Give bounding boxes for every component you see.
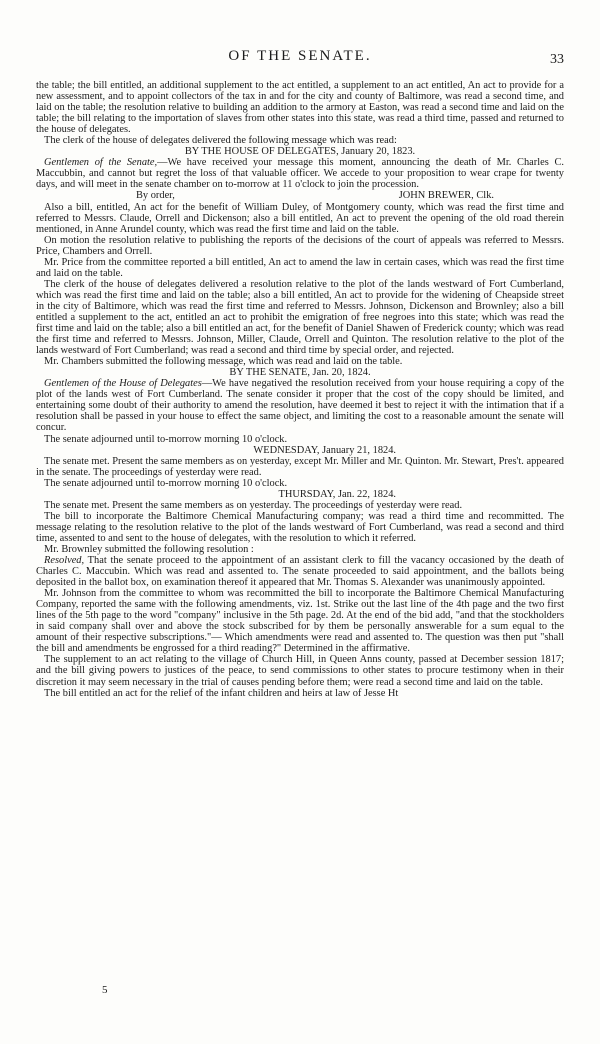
paragraph: On motion the resolution relative to publishing the reports of the decisions of the court of appeals was referred to Messrs. Price, Chambers and Orrell. [36,234,564,257]
paragraph: Also a bill, entitled, An act for the benefit of William Duley, of Montgomery county, which was read the first time and referred to Messrs. Claude, Orrell and Dickenson; also a bill entitled, An act to prevent the opening of the old road therein mentioned, in Anne Arundel county, which was read the first time and laid on the table. [36,201,564,235]
message-heading: BY THE SENATE, Jan. 20, 1824. [229,367,371,379]
paragraph: The clerk of the house of delegates delivered the following message which was read: [44,135,397,147]
signature-mark: 5 [102,984,108,996]
paragraph: Mr. Johnson from the committee to whom was recommitted the bill to incorporate the Baltimore Chemical Manufacturing Company, reported the same with the following amendments, viz. 1st. Strike out the last line of the 4th page and the two first lines of the 5th page to the word "company" inclusive in the 5th page. 2d. At the end of the bid add, "and that the stockholders in said company shall over and above the stock subscribed for by them be personally answerable for a sum equal to the amount of their respective subscriptions."— Which amendments were read and assented to. The question was then put "shall the bill and amendments be engrossed for a third reading?" Determined in the affirmative. [36,588,564,655]
clerk-signature: JOHN BREWER, Clk. [398,190,494,202]
page-number: 33 [550,52,564,67]
paragraph: The senate met. Present the same members as on yesterday, except Mr. Miller and Mr. Quinton. Mr. Stewart, Pres't. appeared in the senate. The proceedings of yesterday were read. [36,455,564,478]
paragraph: The bill to incorporate the Baltimore Chemical Manufacturing company; was read a third time and recommitted. The message relating to the resolution relative to the plot of the lands westward of Fort Cumberland, was read a second and third time, assented to and sent to the house of delegates, with the resolution to which it referred. [36,510,564,544]
paragraph: The bill entitled an act for the relief of the infant children and heirs at law of Jesse Ht [44,687,399,699]
resolution-text: Resolved, That the senate proceed to the appointment of an assistant clerk to fill the vacancy occasioned by the death of Charles C. Maccubin. Which was read and assented to. The senate proceeded to said appointment, and the ballots being deposited in the ballot box, on examination thereof it appeared that Mr. Thomas S. Alexander was unanimously appointed. [36,555,564,589]
paragraph: The clerk of the house of delegates delivered a resolution relative to the plot of the lands westward of Fort Cumberland, which was read the first time and laid on the table; also a bill entitled, An act to provide for the widening of Cheapside street in the city of Baltimore, which was read the first time and referred to Messrs. Johnson, Dickenson and Brownley; also a bill entitled a supplement to the act, entitled an act to prohibit the emigration of free negroes into this state; which was read the first time and laid on the table; also a bill entitled an act, for the benefit of Daniel Shawen of Frederick county; which was read the first time and referred to Messrs. Johnson, Miller, Claude, Orrell and Quinton. The resolution relative to the plot of the lands westward of Fort Cumberland; was read a second and third time by special order, and rejected. [36,278,564,357]
message-text: Gentlemen of the Senate,—We have received your message this moment, announcing the death of Mr. Charles C. Maccubbin, and cannot but regret the loss of that valuable officer. We accede to your proposition to wear crape for twenty days, and will meet in the senate chamber on to-morrow at 11 o'clock to join the procession. [36,157,564,191]
paragraph: Mr. Brownley submitted the following resolution : [44,543,254,555]
message-text: Gentlemen of the House of Delegates—We have negatived the resolution received from your house requiring a copy of the plot of the lands west of Fort Cumberland. The senate consider it proper that the cost of the copy should be limited, and entertaining some doubt of their authority to amend the resolution, have deemed it best to reject it with the intimation that if a resolution shall be passed in your house to effect the same object, and limiting the cost to a reasonable amount the senate will concur. [36,378,564,434]
running-head: OF THE SENATE. [228,48,372,64]
paragraph: The senate adjourned until to-morrow morning 10 o'clock. [44,477,288,489]
signature-line [36,190,564,201]
date-heading: THURSDAY, Jan. 22, 1824. [278,488,396,500]
italic-lead: Gentlemen of the Senate, [44,157,158,169]
italic-lead: Resolved, [44,555,85,567]
page-body [36,80,564,699]
date-heading: WEDNESDAY, January 21, 1824. [253,444,396,456]
paragraph: the table; the bill entitled, an additional supplement to the act entitled, a supplement to an act entitled, An act to provide for a new assessment, and to appoint collectors of the tax in and for the city and county of Baltimore, was read a second time, and laid on the table; the resolution relative to building an addition to the armory at Easton, was read a second time and laid on the table; the bill relating to the importation of slaves from other states into this state, was read a third time, passed and returned to the house of delegates. [36,80,564,136]
by-order: By order, [136,190,175,202]
paragraph: Mr. Price from the committee reported a bill entitled, An act to amend the law in certain cases, which was read the first time and laid on the table. [36,256,564,279]
italic-lead: Gentlemen of the House of Delegates [44,378,202,390]
paragraph: The senate met. Present the same members as on yesterday. The proceedings of yesterday were read. [44,499,463,511]
paragraph: The supplement to an act relating to the village of Church Hill, in Queen Anns county, passed at December session 1817; and the bill giving powers to justices of the peace, to send commissions to other states to procure testimony when in their discretion it may seem necessary in the trial of causes pending before them; were read a second time and laid on the table. [36,654,564,688]
message-heading: BY THE HOUSE OF DELEGATES, January 20, 1823. [184,146,416,158]
paragraph: The senate adjourned until to-morrow morning 10 o'clock. [44,433,288,445]
paragraph: Mr. Chambers submitted the following message, which was read and laid on the table. [44,356,403,368]
